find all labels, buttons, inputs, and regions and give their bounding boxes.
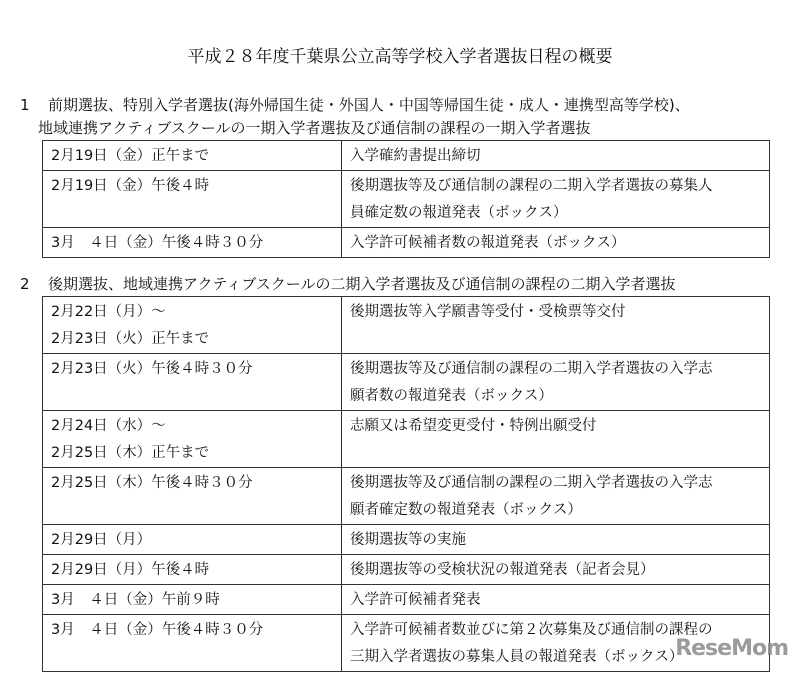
date-cell: 2月23日（火）午後４時３０分: [43, 354, 342, 411]
event-cell: 志願又は希望変更受付・特例出願受付: [342, 411, 770, 468]
date-cell: 3月 ４日（金）午前９時: [43, 585, 342, 615]
section-heading-line: 後期選抜、地域連携アクティブスクールの二期入学者選抜及び通信制の課程の二期入学者選抜: [48, 275, 676, 293]
event-cell: 後期選抜等の実施: [342, 525, 770, 555]
section-2-heading: [20, 273, 675, 296]
table-row: [43, 141, 770, 171]
event-cell: 入学確約書提出締切: [342, 141, 770, 171]
table-row: [43, 411, 770, 468]
event-cell: 後期選抜等及び通信制の課程の二期入学者選抜の募集人 員確定数の報道発表（ボックス）: [342, 171, 770, 228]
date-cell: 2月29日（月）午後４時: [43, 555, 342, 585]
date-cell: 2月19日（金）午後４時: [43, 171, 342, 228]
section-heading-line: 地域連携アクティブスクールの一期入学者選抜及び通信制の課程の一期入学者選抜: [38, 119, 591, 137]
event-cell: 後期選抜等及び通信制の課程の二期入学者選抜の入学志 願者数の報道発表（ボックス）: [342, 354, 770, 411]
table-row: [43, 228, 770, 258]
table-row: [43, 585, 770, 615]
date-cell: 2月19日（金）正午まで: [43, 141, 342, 171]
event-cell: 後期選抜等の受検状況の報道発表（記者会見）: [342, 555, 770, 585]
date-cell: 3月 ４日（金）午後４時３０分: [43, 228, 342, 258]
resemom-watermark-logo: ReseMom: [675, 636, 788, 661]
date-cell: 2月22日（月）～ 2月23日（火）正午まで: [43, 297, 342, 354]
section-1-heading: [20, 94, 690, 140]
event-cell: 入学許可候補者数の報道発表（ボックス）: [342, 228, 770, 258]
event-cell: 後期選抜等及び通信制の課程の二期入学者選抜の入学志 願者確定数の報道発表（ボックス）: [342, 468, 770, 525]
date-cell: 2月25日（木）午後４時３０分: [43, 468, 342, 525]
schedule-table-2: [42, 296, 770, 672]
table-row: [43, 297, 770, 354]
event-cell: 後期選抜等入学願書等受付・受検票等交付: [342, 297, 770, 354]
table-row: [43, 555, 770, 585]
date-cell: 2月29日（月）: [43, 525, 342, 555]
table-row: [43, 468, 770, 525]
document-title: 平成２８年度千葉県公立高等学校入学者選抜日程の概要: [187, 47, 613, 67]
table-row: [43, 615, 770, 672]
table-row: [43, 171, 770, 228]
section-number: 2: [20, 275, 30, 293]
date-cell: 2月24日（水）～ 2月25日（木）正午まで: [43, 411, 342, 468]
table-row: [43, 354, 770, 411]
event-cell: 入学許可候補者数並びに第２次募集及び通信制の課程の 三期入学者選抜の募集人員の報道発表（ボックス）: [342, 615, 770, 672]
event-cell: 入学許可候補者発表: [342, 585, 770, 615]
section-heading-line: 前期選抜、特別入学者選抜(海外帰国生徒・外国人・中国等帰国生徒・成人・連携型高等学校)、: [48, 96, 690, 114]
schedule-table-1: [42, 140, 770, 258]
table-row: [43, 525, 770, 555]
date-cell: 3月 ４日（金）午後４時３０分: [43, 615, 342, 672]
section-number: 1: [20, 96, 30, 114]
